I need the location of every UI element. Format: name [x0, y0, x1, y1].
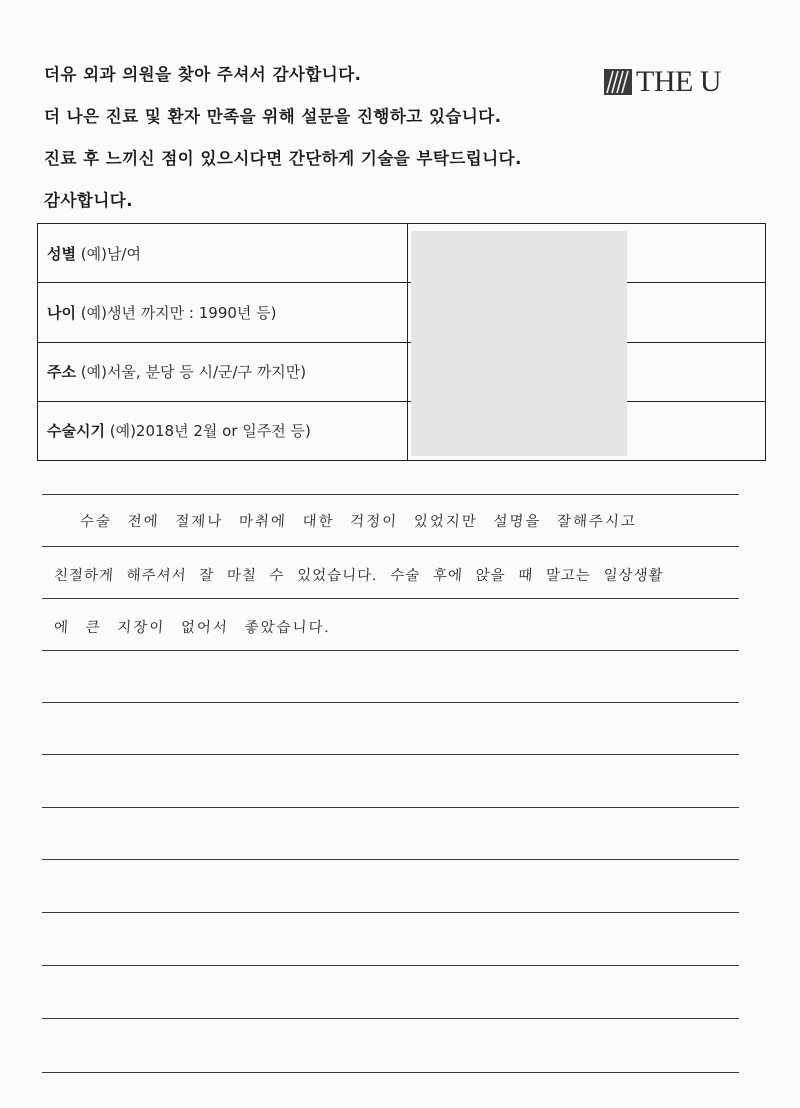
- comment-line: [42, 494, 739, 495]
- comment-line: [42, 912, 739, 913]
- comment-line: [42, 1018, 739, 1019]
- comment-line: [42, 965, 739, 966]
- comment-line: [42, 807, 739, 808]
- age-label: 나이 (예)생년 까지만 : 1990년 등): [38, 283, 408, 342]
- comment-line: [42, 754, 739, 755]
- handwritten-comment-line-3: 에 큰 지장이 없어서 좋았습니다.: [53, 620, 332, 636]
- comment-line: [42, 1072, 739, 1073]
- comment-line: [42, 859, 739, 860]
- logo-text: THE U: [636, 65, 721, 98]
- comment-line: [42, 702, 739, 703]
- comment-line: [42, 546, 739, 547]
- intro-line-1: 더유 외과 의원을 찾아 주셔서 감사합니다.: [44, 65, 362, 84]
- handwritten-comment-line-2: 친절하게 해주셔서 잘 마칠 수 있었습니다. 수술 후에 앉을 때 말고는 일상생활: [53, 568, 664, 584]
- comment-line: [42, 598, 739, 599]
- address-label: 주소 (예)서울, 분당 등 시/군/구 까지만): [38, 342, 408, 401]
- comment-line: [42, 650, 739, 651]
- intro-line-2: 더 나은 진료 및 환자 만족을 위해 설문을 진행하고 있습니다.: [44, 107, 502, 126]
- intro-line-4: 감사합니다.: [44, 191, 133, 210]
- intro-line-3: 진료 후 느끼신 점이 있으시다면 간단하게 기술을 부탁드립니다.: [44, 149, 522, 168]
- surgery-date-label: 수술시기 (예)2018년 2월 or 일주전 등): [38, 401, 408, 460]
- handwritten-comment-line-1: 수술 전에 절제나 마취에 대한 걱정이 있었지만 설명을 잘해주시고: [79, 514, 638, 530]
- gender-label: 성별 (예)남/여: [38, 224, 408, 283]
